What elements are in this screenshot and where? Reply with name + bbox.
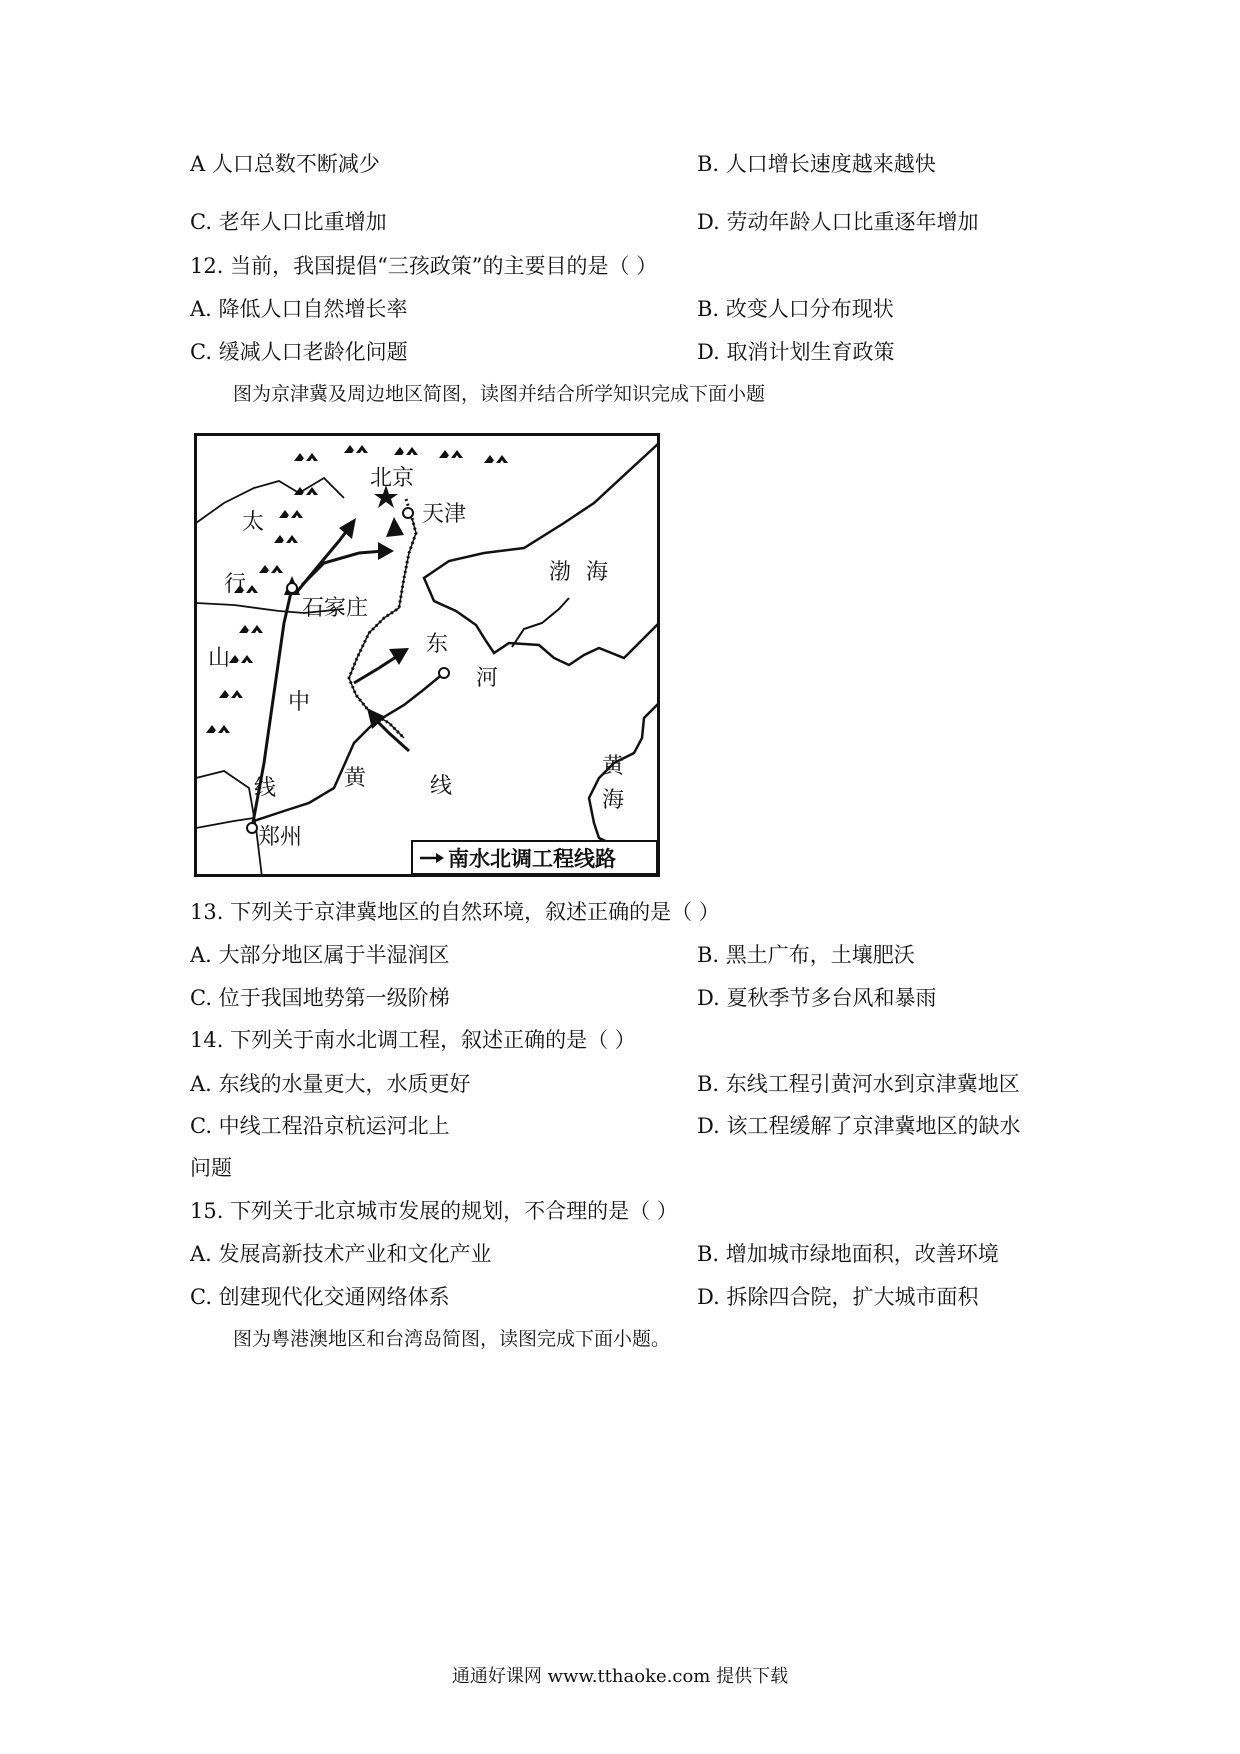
q15-option-b: B. 增加城市绿地面积，改善环境 <box>697 1242 999 1266</box>
q14-option-a: A. 东线的水量更大，水质更好 <box>190 1072 471 1096</box>
zhengzhou-marker <box>247 823 257 833</box>
label-taihang-1: 太 <box>242 510 265 535</box>
label-tianjin: 天津 <box>422 502 467 527</box>
q13-option-a: A. 大部分地区属于半湿润区 <box>190 943 450 967</box>
q13-option-d: D. 夏秋季节多台风和暴雨 <box>697 986 937 1010</box>
label-zhengzhou: 郑州 <box>258 825 303 850</box>
map2-intro: 图为粤港澳地区和台湾岛简图，读图完成下面小题。 <box>233 1328 671 1350</box>
q12-option-c: C. 缓减人口老龄化问题 <box>190 340 408 364</box>
label-bohai-1: 渤 <box>549 560 572 585</box>
label-beijing: 北京 <box>370 466 415 491</box>
label-huanghe-1: 黄 <box>344 766 367 791</box>
label-huanghe-2: 河 <box>476 666 499 691</box>
q14-option-c: C. 中线工程沿京杭运河北上 <box>190 1114 450 1138</box>
label-taihang-2: 行 <box>224 572 247 597</box>
q11-option-d: D. 劳动年龄人口比重逐年增加 <box>697 210 979 234</box>
q12-option-a: A. 降低人口自然增长率 <box>190 297 408 321</box>
label-taihang-3: 山 <box>208 646 231 671</box>
q13-option-b: B. 黑土广布，土壤肥沃 <box>697 943 915 967</box>
q13-stem: 13. 下列关于京津冀地区的自然环境，叙述正确的是（ ） <box>190 900 720 924</box>
label-shijiazhuang: 石家庄 <box>302 596 369 621</box>
q14-option-b: B. 东线工程引黄河水到京津冀地区 <box>697 1072 1020 1096</box>
jingjinji-map <box>194 433 660 877</box>
label-bohai-2: 海 <box>586 560 609 585</box>
q12-stem: 12. 当前，我国提倡“三孩政策”的主要目的是（ ） <box>190 254 658 278</box>
q12-option-d: D. 取消计划生育政策 <box>697 340 895 364</box>
q12-option-b: B. 改变人口分布现状 <box>697 297 894 321</box>
q11-option-c: C. 老年人口比重增加 <box>190 210 387 234</box>
q14-stem: 14. 下列关于南水北调工程，叙述正确的是（ ） <box>190 1028 636 1052</box>
q15-option-c: C. 创建现代化交通网络体系 <box>190 1285 450 1309</box>
q15-stem: 15. 下列关于北京城市发展的规划，不合理的是（ ） <box>190 1199 678 1223</box>
label-dongxian-2: 线 <box>430 774 453 799</box>
shijiazhuang-marker <box>287 583 297 593</box>
legend-label: 南水北调工程线路 <box>448 847 616 871</box>
q14-option-d: D. 该工程缓解了京津冀地区的缺水 <box>697 1114 1021 1138</box>
q14-option-d-continued: 问题 <box>190 1156 232 1180</box>
q11-option-b: B. 人口增长速度越来越快 <box>697 152 936 176</box>
q15-option-a: A. 发展高新技术产业和文化产业 <box>190 1242 492 1266</box>
q13-option-c: C. 位于我国地势第一级阶梯 <box>190 986 450 1010</box>
q11-option-a: A 人口总数不断减少 <box>190 152 380 176</box>
river-mouth-marker <box>439 668 449 678</box>
label-zhongxian-1: 中 <box>288 690 311 715</box>
label-zhongxian-2: 线 <box>254 776 277 801</box>
label-dongxian-1: 东 <box>426 632 449 657</box>
tianjin-marker <box>403 508 413 518</box>
label-huanghai-1: 黄 <box>602 754 625 779</box>
label-huanghai-2: 海 <box>602 788 625 813</box>
map1-intro: 图为京津冀及周边地区简图，读图并结合所学知识完成下面小题 <box>233 383 766 405</box>
page-footer: 通通好课网 www.tthaoke.com 提供下载 <box>451 1666 789 1687</box>
q15-option-d: D. 拆除四合院，扩大城市面积 <box>697 1285 979 1309</box>
